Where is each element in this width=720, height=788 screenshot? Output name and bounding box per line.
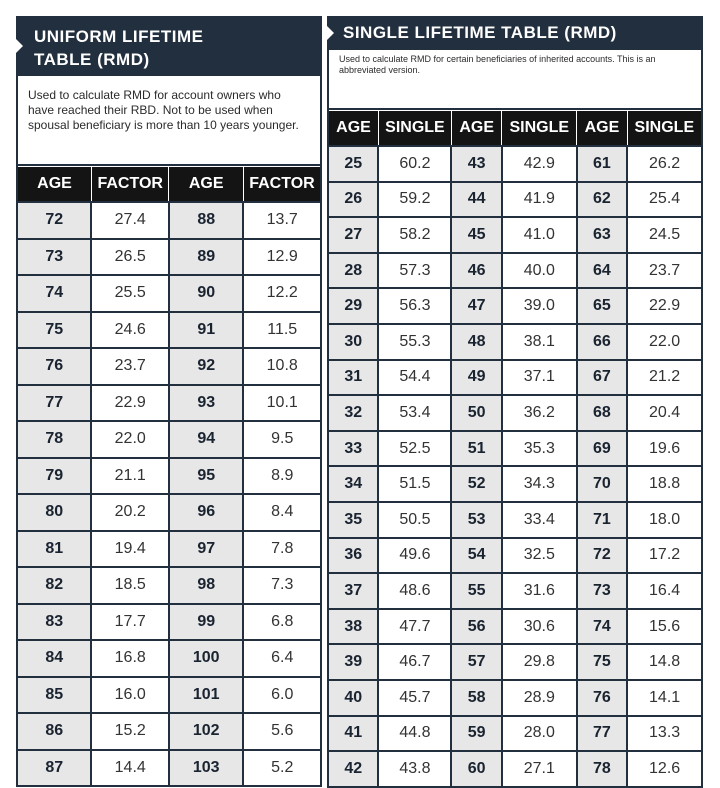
factor-cell: 26.5	[91, 239, 169, 276]
table-header-row	[17, 167, 321, 203]
factor-cell: 12.9	[243, 239, 321, 276]
table-row	[328, 324, 702, 360]
factor-cell: 20.2	[91, 494, 169, 531]
factor-cell: 15.2	[91, 713, 169, 750]
age-cell: 62	[577, 182, 627, 218]
age-cell: 101	[169, 677, 243, 714]
table-row	[328, 573, 702, 609]
uniform-title-line2: TABLE (RMD)	[34, 50, 150, 69]
factor-cell: 53.4	[378, 395, 451, 431]
factor-cell: 18.0	[627, 502, 702, 538]
age-cell: 60	[451, 751, 501, 787]
age-column-header: AGE	[577, 111, 627, 147]
factor-cell: 35.3	[502, 431, 577, 467]
uniform-title-line1: UNIFORM LIFETIME	[34, 27, 204, 46]
factor-cell: 59.2	[378, 182, 451, 218]
age-cell: 78	[17, 421, 91, 458]
factor-cell: 16.4	[627, 573, 702, 609]
age-cell: 58	[451, 680, 501, 716]
age-cell: 97	[169, 531, 243, 568]
age-cell: 77	[17, 385, 91, 422]
age-cell: 34	[328, 466, 378, 502]
factor-cell: 30.6	[502, 609, 577, 645]
table-row	[328, 217, 702, 253]
factor-cell: 32.5	[502, 538, 577, 574]
factor-cell: 22.9	[627, 288, 702, 324]
age-cell: 95	[169, 458, 243, 495]
age-cell: 86	[17, 713, 91, 750]
age-cell: 47	[451, 288, 501, 324]
single-column-header: SINGLE	[378, 111, 451, 147]
factor-cell: 6.8	[243, 604, 321, 641]
factor-cell: 21.1	[91, 458, 169, 495]
age-cell: 29	[328, 288, 378, 324]
factor-cell: 18.8	[627, 466, 702, 502]
factor-cell: 11.5	[243, 312, 321, 349]
table-row	[17, 312, 321, 349]
age-cell: 36	[328, 538, 378, 574]
factor-cell: 21.2	[627, 360, 702, 396]
factor-cell: 6.0	[243, 677, 321, 714]
factor-cell: 47.7	[378, 609, 451, 645]
factor-cell: 16.8	[91, 640, 169, 677]
age-cell: 32	[328, 395, 378, 431]
factor-cell: 14.8	[627, 644, 702, 680]
table-row	[328, 395, 702, 431]
factor-cell: 27.4	[91, 202, 169, 239]
factor-cell: 51.5	[378, 466, 451, 502]
factor-cell: 24.6	[91, 312, 169, 349]
age-cell: 98	[169, 567, 243, 604]
age-cell: 73	[17, 239, 91, 276]
age-column-header: AGE	[328, 111, 378, 147]
factor-cell: 28.0	[502, 716, 577, 752]
factor-cell: 45.7	[378, 680, 451, 716]
factor-cell: 39.0	[502, 288, 577, 324]
age-cell: 75	[577, 644, 627, 680]
age-cell: 94	[169, 421, 243, 458]
age-cell: 71	[577, 502, 627, 538]
age-cell: 91	[169, 312, 243, 349]
age-cell: 84	[17, 640, 91, 677]
table-row	[328, 146, 702, 182]
factor-cell: 56.3	[378, 288, 451, 324]
factor-cell: 16.0	[91, 677, 169, 714]
factor-cell: 38.1	[502, 324, 577, 360]
table-row	[17, 202, 321, 239]
table-header-row	[328, 111, 702, 147]
single-column-header: SINGLE	[502, 111, 577, 147]
table-row	[17, 750, 321, 787]
age-cell: 100	[169, 640, 243, 677]
age-cell: 53	[451, 502, 501, 538]
factor-cell: 14.1	[627, 680, 702, 716]
factor-cell: 7.3	[243, 567, 321, 604]
factor-cell: 48.6	[378, 573, 451, 609]
table-row	[17, 531, 321, 568]
age-cell: 26	[328, 182, 378, 218]
table-row	[17, 713, 321, 750]
factor-cell: 42.9	[502, 146, 577, 182]
factor-cell: 46.7	[378, 644, 451, 680]
age-cell: 57	[451, 644, 501, 680]
age-cell: 25	[328, 146, 378, 182]
factor-cell: 8.4	[243, 494, 321, 531]
age-cell: 54	[451, 538, 501, 574]
age-column-header: AGE	[169, 167, 243, 203]
table-row	[328, 466, 702, 502]
factor-cell: 58.2	[378, 217, 451, 253]
factor-cell: 57.3	[378, 253, 451, 289]
age-cell: 38	[328, 609, 378, 645]
factor-cell: 12.2	[243, 275, 321, 312]
age-cell: 68	[577, 395, 627, 431]
factor-cell: 34.3	[502, 466, 577, 502]
age-cell: 63	[577, 217, 627, 253]
factor-cell: 25.4	[627, 182, 702, 218]
age-cell: 69	[577, 431, 627, 467]
age-cell: 48	[451, 324, 501, 360]
age-cell: 27	[328, 217, 378, 253]
factor-cell: 12.6	[627, 751, 702, 787]
age-cell: 88	[169, 202, 243, 239]
single-description: Used to calculate RMD for certain beneficiaries of inherited accounts. This is an abbreviated version.	[327, 50, 703, 110]
age-cell: 102	[169, 713, 243, 750]
factor-cell: 5.2	[243, 750, 321, 787]
factor-cell: 10.8	[243, 348, 321, 385]
table-row	[17, 458, 321, 495]
age-cell: 28	[328, 253, 378, 289]
age-cell: 80	[17, 494, 91, 531]
uniform-lifetime-banner	[16, 16, 322, 76]
factor-cell: 19.6	[627, 431, 702, 467]
table-row	[328, 751, 702, 787]
single-lifetime-banner	[327, 16, 703, 50]
age-cell: 93	[169, 385, 243, 422]
factor-cell: 50.5	[378, 502, 451, 538]
age-cell: 61	[577, 146, 627, 182]
factor-cell: 49.6	[378, 538, 451, 574]
age-cell: 72	[17, 202, 91, 239]
single-column-header: SINGLE	[627, 111, 702, 147]
factor-cell: 7.8	[243, 531, 321, 568]
age-cell: 39	[328, 644, 378, 680]
table-row	[328, 502, 702, 538]
factor-cell: 41.0	[502, 217, 577, 253]
age-cell: 46	[451, 253, 501, 289]
age-cell: 55	[451, 573, 501, 609]
age-column-header: AGE	[17, 167, 91, 203]
table-row	[17, 385, 321, 422]
age-column-header: AGE	[451, 111, 501, 147]
age-cell: 50	[451, 395, 501, 431]
age-cell: 85	[17, 677, 91, 714]
age-cell: 66	[577, 324, 627, 360]
age-cell: 87	[17, 750, 91, 787]
table-row	[328, 182, 702, 218]
age-cell: 42	[328, 751, 378, 787]
factor-cell: 8.9	[243, 458, 321, 495]
factor-cell: 27.1	[502, 751, 577, 787]
age-cell: 41	[328, 716, 378, 752]
table-row	[328, 360, 702, 396]
age-cell: 30	[328, 324, 378, 360]
age-cell: 64	[577, 253, 627, 289]
table-row	[328, 538, 702, 574]
age-cell: 31	[328, 360, 378, 396]
factor-cell: 41.9	[502, 182, 577, 218]
factor-cell: 6.4	[243, 640, 321, 677]
age-cell: 78	[577, 751, 627, 787]
factor-cell: 23.7	[627, 253, 702, 289]
age-cell: 77	[577, 716, 627, 752]
age-cell: 76	[577, 680, 627, 716]
age-cell: 82	[17, 567, 91, 604]
factor-cell: 25.5	[91, 275, 169, 312]
table-row	[17, 421, 321, 458]
factor-cell: 60.2	[378, 146, 451, 182]
single-lifetime-panel	[327, 16, 703, 788]
uniform-lifetime-panel	[16, 16, 322, 787]
age-cell: 99	[169, 604, 243, 641]
factor-cell: 9.5	[243, 421, 321, 458]
factor-cell: 23.7	[91, 348, 169, 385]
factor-cell: 10.1	[243, 385, 321, 422]
table-row	[17, 567, 321, 604]
age-cell: 65	[577, 288, 627, 324]
age-cell: 79	[17, 458, 91, 495]
factor-cell: 55.3	[378, 324, 451, 360]
age-cell: 96	[169, 494, 243, 531]
factor-column-header: FACTOR	[243, 167, 321, 203]
age-cell: 44	[451, 182, 501, 218]
factor-cell: 52.5	[378, 431, 451, 467]
factor-cell: 15.6	[627, 609, 702, 645]
age-cell: 56	[451, 609, 501, 645]
factor-cell: 26.2	[627, 146, 702, 182]
age-cell: 74	[17, 275, 91, 312]
table-row	[328, 644, 702, 680]
factor-cell: 20.4	[627, 395, 702, 431]
factor-cell: 54.4	[378, 360, 451, 396]
age-cell: 89	[169, 239, 243, 276]
age-cell: 92	[169, 348, 243, 385]
factor-cell: 40.0	[502, 253, 577, 289]
factor-cell: 17.2	[627, 538, 702, 574]
table-row	[328, 288, 702, 324]
age-cell: 59	[451, 716, 501, 752]
factor-cell: 24.5	[627, 217, 702, 253]
age-cell: 49	[451, 360, 501, 396]
factor-column-header: FACTOR	[91, 167, 169, 203]
factor-cell: 22.0	[91, 421, 169, 458]
age-cell: 72	[577, 538, 627, 574]
age-cell: 70	[577, 466, 627, 502]
table-row	[328, 431, 702, 467]
table-row	[328, 716, 702, 752]
age-cell: 74	[577, 609, 627, 645]
factor-cell: 13.3	[627, 716, 702, 752]
table-row	[17, 494, 321, 531]
factor-cell: 31.6	[502, 573, 577, 609]
factor-cell: 28.9	[502, 680, 577, 716]
age-cell: 73	[577, 573, 627, 609]
table-row	[17, 275, 321, 312]
factor-cell: 33.4	[502, 502, 577, 538]
age-cell: 75	[17, 312, 91, 349]
factor-cell: 29.8	[502, 644, 577, 680]
single-title: SINGLE LIFETIME TABLE (RMD)	[343, 23, 617, 42]
factor-cell: 22.0	[627, 324, 702, 360]
age-cell: 81	[17, 531, 91, 568]
table-row	[17, 348, 321, 385]
age-cell: 51	[451, 431, 501, 467]
table-row	[17, 604, 321, 641]
age-cell: 90	[169, 275, 243, 312]
age-cell: 33	[328, 431, 378, 467]
single-lifetime-table	[327, 110, 703, 788]
age-cell: 83	[17, 604, 91, 641]
chevron-right-icon	[16, 39, 23, 53]
factor-cell: 36.2	[502, 395, 577, 431]
chevron-right-icon	[327, 26, 334, 40]
age-cell: 103	[169, 750, 243, 787]
uniform-description: Used to calculate RMD for account owners who have reached their RBD. Not to be used when spousal beneficiary is more than 10 years younger.	[16, 76, 322, 166]
age-cell: 76	[17, 348, 91, 385]
factor-cell: 14.4	[91, 750, 169, 787]
table-row	[328, 609, 702, 645]
table-row	[328, 253, 702, 289]
age-cell: 37	[328, 573, 378, 609]
age-cell: 45	[451, 217, 501, 253]
factor-cell: 13.7	[243, 202, 321, 239]
age-cell: 43	[451, 146, 501, 182]
factor-cell: 44.8	[378, 716, 451, 752]
factor-cell: 5.6	[243, 713, 321, 750]
factor-cell: 19.4	[91, 531, 169, 568]
factor-cell: 18.5	[91, 567, 169, 604]
uniform-lifetime-table	[16, 166, 322, 787]
factor-cell: 17.7	[91, 604, 169, 641]
age-cell: 67	[577, 360, 627, 396]
age-cell: 40	[328, 680, 378, 716]
table-row	[17, 640, 321, 677]
table-row	[328, 680, 702, 716]
table-row	[17, 239, 321, 276]
factor-cell: 22.9	[91, 385, 169, 422]
factor-cell: 37.1	[502, 360, 577, 396]
table-row	[17, 677, 321, 714]
factor-cell: 43.8	[378, 751, 451, 787]
age-cell: 35	[328, 502, 378, 538]
age-cell: 52	[451, 466, 501, 502]
